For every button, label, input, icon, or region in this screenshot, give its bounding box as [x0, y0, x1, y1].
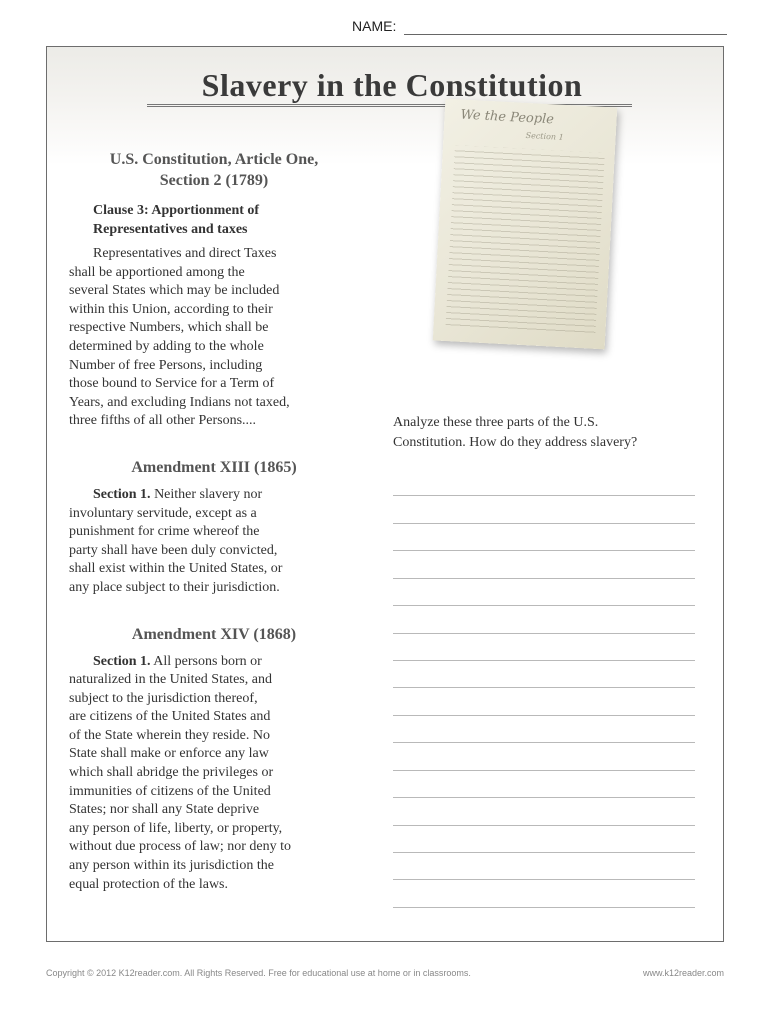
- text-line: shall exist within the United States, or: [69, 561, 283, 577]
- text-line: Representatives and direct Taxes: [93, 246, 277, 261]
- website-url: www.k12reader.com: [642, 968, 724, 978]
- section-heading: [69, 149, 359, 191]
- section-heading: Amendment XIV (1868): [131, 625, 297, 643]
- name-field-row: [352, 18, 727, 40]
- text-line: three fifths of all other Persons....: [69, 413, 257, 429]
- answer-line[interactable]: [393, 852, 695, 853]
- text-line: any place subject to their jurisdiction.: [69, 579, 280, 595]
- question-line: Constitution. How do they address slavery?: [393, 434, 638, 450]
- text-line: which shall abridge the privileges or: [69, 765, 274, 781]
- analysis-question: [393, 413, 713, 452]
- answer-line[interactable]: [393, 825, 695, 826]
- answer-line[interactable]: [393, 879, 695, 880]
- text-line: any person of life, liberty, or property,: [69, 820, 283, 836]
- answer-line[interactable]: [393, 770, 695, 771]
- text-line: All persons born or: [150, 653, 262, 669]
- section-body: [69, 653, 359, 895]
- document-text-lines: [445, 145, 604, 337]
- text-line: of the State wherein they reside. No: [69, 727, 270, 743]
- answer-line[interactable]: [393, 550, 695, 551]
- clause-heading-line: Clause 3: Apportionment of: [93, 203, 260, 218]
- text-line: naturalized in the United States, and: [69, 672, 272, 688]
- section-lead: Section 1.: [93, 653, 151, 669]
- name-label: NAME:: [352, 18, 397, 34]
- answer-line[interactable]: [393, 495, 695, 496]
- text-line: Number of free Persons, including: [69, 357, 263, 373]
- answer-line[interactable]: [393, 687, 695, 688]
- answer-line[interactable]: [393, 907, 695, 908]
- text-line: respective Numbers, which shall be: [69, 320, 269, 336]
- constitution-document-image: [433, 99, 617, 350]
- answer-line[interactable]: [393, 523, 695, 524]
- text-line: within this Union, according to their: [69, 301, 273, 317]
- question-line: Analyze these three parts of the U.S.: [393, 415, 599, 430]
- answer-line[interactable]: [393, 742, 695, 743]
- section-heading-line: U.S. Constitution, Article One,: [109, 151, 319, 168]
- text-line: Years, and excluding Indians not taxed,: [69, 394, 290, 410]
- text-line: determined by adding to the whole: [69, 338, 264, 354]
- text-line: Neither slavery nor: [150, 486, 263, 502]
- copyright-notice: Copyright © 2012 K12reader.com. All Rights Reserved. Free for educational use at home or in classrooms.: [46, 968, 471, 978]
- clause-heading-line: Representatives and taxes: [93, 222, 248, 237]
- document-script-heading: We the People: [460, 107, 555, 128]
- section-heading-line: Section 2 (1789): [159, 172, 269, 189]
- text-line: States; nor shall any State deprive: [69, 802, 260, 818]
- text-line: subject to the jurisdiction thereof,: [69, 690, 258, 706]
- section-lead: Section 1.: [93, 486, 151, 502]
- clause-heading: [93, 201, 359, 239]
- section-amendment-xiii: [69, 457, 359, 598]
- section-heading: Amendment XIII (1865): [131, 458, 297, 476]
- document-script-sub: Section 1: [525, 130, 564, 142]
- answer-line[interactable]: [393, 660, 695, 661]
- reading-column: [69, 149, 359, 894]
- section-amendment-xiv: [69, 624, 359, 895]
- worksheet-frame: [46, 46, 724, 942]
- section-article-one: [69, 149, 359, 431]
- answer-line[interactable]: [393, 715, 695, 716]
- answer-line[interactable]: [393, 797, 695, 798]
- name-blank-line[interactable]: [404, 34, 727, 35]
- text-line: without due process of law; nor deny to: [69, 839, 292, 855]
- text-line: equal protection of the laws.: [69, 876, 229, 892]
- text-line: shall be apportioned among the: [69, 264, 245, 280]
- section-body: [69, 486, 359, 598]
- worksheet-title: Slavery in the Constitution: [201, 67, 583, 103]
- answer-line[interactable]: [393, 633, 695, 634]
- text-line: involuntary servitude, except as a: [69, 505, 257, 521]
- text-line: those bound to Service for a Term of: [69, 376, 275, 392]
- answer-line[interactable]: [393, 578, 695, 579]
- text-line: State shall make or enforce any law: [69, 746, 269, 762]
- text-line: punishment for crime whereof the: [69, 524, 260, 540]
- text-line: several States which may be included: [69, 283, 280, 299]
- section-body: [69, 245, 359, 431]
- text-line: are citizens of the United States and: [69, 709, 271, 725]
- text-line: any person within its jurisdiction the: [69, 858, 274, 874]
- answer-line[interactable]: [393, 605, 695, 606]
- text-line: immunities of citizens of the United: [69, 783, 271, 799]
- text-line: party shall have been duly convicted,: [69, 542, 278, 558]
